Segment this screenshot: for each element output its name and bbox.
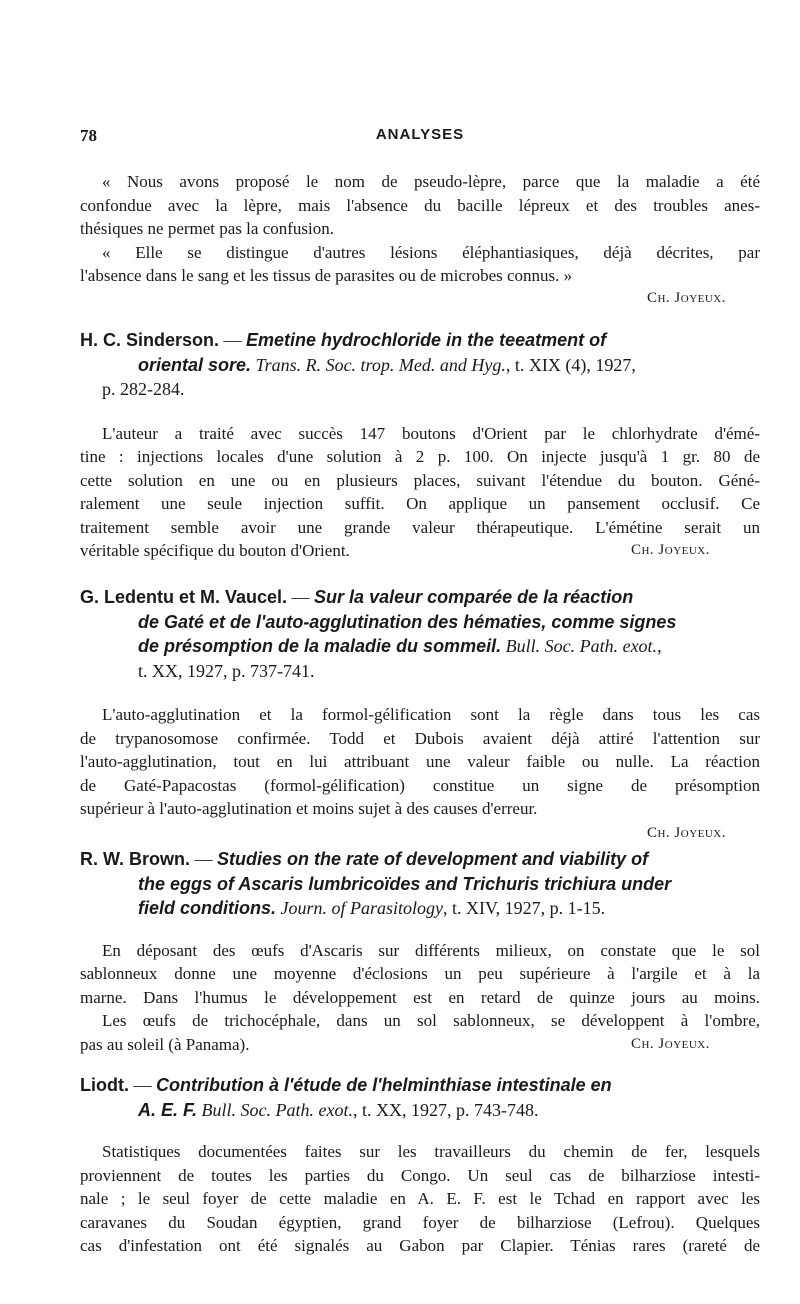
text-line: thésiques ne permet pas la confusion. (80, 219, 334, 238)
reference-title: field conditions. (138, 898, 276, 918)
reference-citation: , t. XX, 1927, p. 743-748. (352, 1099, 539, 1120)
abstract-body (80, 939, 760, 1057)
reference-author: R. W. Brown. (80, 849, 190, 869)
text-line: ralement une seule injection suffit. On applique un pansement occlusif. Ce (80, 494, 760, 513)
page-header (80, 126, 760, 152)
signature: Ch. Joyeux. (630, 1035, 710, 1052)
signature: Ch. Joyeux. (630, 542, 710, 558)
reference-title: A. E. F. (138, 1099, 198, 1120)
reference-citation: p. 282-284. (102, 379, 185, 399)
text-line: pas au soleil (à Panama). Ch. Joyeux. (80, 1033, 760, 1057)
text-line: Statistiques documentées faites sur les travailleurs du chemin de fer, lesquels (102, 1142, 760, 1161)
reference: R. W. Brown. — Studies on the rate of development and viability of the eggs of Ascaris lumbricoïdes and Trichuris trichiura under field conditions. Journ. of Parasitology, t. XIV, 1927, p. 1-15. (80, 849, 672, 918)
text-line: marne. Dans l'humus le développement est en retard de quinze jours au moins. (80, 987, 760, 1007)
text-line: traitement semble avoir une grande valeur thérapeutique. L'émétine serait un (80, 517, 760, 537)
reference-title: Emetine hydrochloride in the teeatment of (246, 330, 607, 350)
reference-author: G. Ledentu et M. Vaucel. (80, 587, 288, 607)
reference-title: Contribution à l'étude de l'helminthiase intestinale en (155, 1075, 612, 1095)
text-line: L'auteur a traité avec succès 147 boutons d'Orient par le chlorhydrate d'émé- (102, 423, 760, 443)
reference-title: oriental sore. (138, 354, 252, 375)
text-line: cette solution en une ou en plusieurs places, suivant l'étendue du bouton. Géné- (80, 470, 760, 490)
reference-journal: Bull. Soc. Path. exot. (201, 1099, 353, 1120)
reference-journal: Journ. of Parasitology (280, 898, 443, 918)
reference-title: de présomption de la maladie du sommeil. (138, 636, 502, 656)
intro-section (80, 170, 760, 307)
text-line: l'auto-agglutination, tout en lui attribuant une valeur faible ou nulle. La réaction (80, 752, 760, 771)
intro-paragraph-1 (80, 170, 760, 241)
page-number: 78 (80, 126, 97, 145)
abstract-entry (80, 1073, 760, 1258)
text-line: sablonneux donne une moyenne d'éclosions un peu supérieure à l'argile et à la (80, 964, 760, 983)
intro-paragraph-2 (80, 241, 760, 288)
reference-title: the eggs of Ascaris lumbricoïdes and Trichuris trichiura under (138, 873, 672, 894)
signature: Ch. Joyeux. (646, 289, 726, 306)
reference-author: Liodt. (80, 1075, 129, 1095)
abstract-entry (80, 847, 760, 1056)
text-line: En déposant des œufs d'Ascaris sur différents milieux, on constate que le sol (102, 940, 760, 960)
text-line: tine : injections locales d'une solution à 2 p. 100. On injecte jusqu'à 1 gr. 80 de (80, 447, 760, 466)
text-line: nale ; le seul foyer de cette maladie en A. E. F. est le Tchad en rapport avec les (80, 1189, 760, 1208)
reference-journal: Bull. Soc. Path. exot. (505, 636, 658, 656)
signature: Ch. Joyeux. (646, 824, 726, 841)
reference-title: Sur la valeur comparée de la réaction (314, 587, 634, 607)
abstract-entry (80, 585, 760, 842)
reference-author: H. C. Sinderson. (80, 330, 220, 350)
reference-citation: t. XX, 1927, p. 737-741. (138, 660, 315, 681)
running-head: ANALYSES (375, 126, 465, 143)
text-line: « Elle se distingue d'autres lésions éléphantiasiques, déjà décrites, par (102, 242, 760, 262)
reference: Liodt. — Contribution à l'étude de l'helminthiase intestinale en A. E. F. Bull. Soc. Path. exot., t. XX, 1927, p. 743-748. (80, 1075, 612, 1120)
reference-citation: , t. XIV, 1927, p. 1-15. (443, 898, 606, 918)
reference: G. Ledentu et M. Vaucel. — Sur la valeur comparée de la réaction de Gaté et de l'auto-agglutination des hématies, comme signes de présomption de la maladie du sommeil. Bull. Soc. Path. exot., t. XX, 1927, p. 737-741. (80, 585, 760, 683)
text-line: cas d'infestation ont été signalés au Gabon par Clapier. Ténias rares (rareté de (80, 1236, 760, 1255)
reference-title: Studies on the rate of development and viability of (217, 849, 649, 869)
text-line: supérieur à l'auto-agglutination et moins sujet à des causes d'erreur. (80, 799, 538, 818)
text-line: confondue avec la lèpre, mais l'absence du bacille lépreux et des troubles anes- (80, 195, 760, 215)
text-line: proviennent de toutes les parties du Congo. Un seul cas de bilharziose intesti- (80, 1165, 760, 1185)
text-line: Les œufs de trichocéphale, dans un sol sablonneux, se développent à l'ombre, (102, 1011, 760, 1030)
reference: H. C. Sinderson. — Emetine hydrochloride in the teeatment of oriental sore. Trans. R. Soc. trop. Med. and Hyg., t. XIX (4), 1927, p. 282-284. (80, 328, 760, 402)
text-line: l'absence dans le sang et les tissus de parasites ou de microbes connus. » (80, 266, 573, 285)
abstract-entry (80, 328, 760, 563)
text-line: « Nous avons proposé le nom de pseudo-lèpre, parce que la maladie a été (102, 172, 760, 191)
text-line: L'auto-agglutination et la formol-gélification sont la règle dans tous les cas (102, 705, 760, 724)
reference-citation: , t. XIX (4), 1927, (505, 354, 636, 375)
abstract-body (80, 703, 760, 821)
abstract-body (80, 1140, 760, 1258)
abstract-body (80, 422, 760, 563)
text-line: de trypanosomose confirmée. Todd et Dubois avaient déjà attiré l'attention sur (80, 728, 760, 748)
reference-journal: Trans. R. Soc. trop. Med. and Hyg. (255, 354, 506, 375)
text-line: véritable spécifique du bouton d'Orient. Ch. Joyeux. (80, 539, 760, 563)
text-line: de Gaté-Papacostas (formol-gélification) constitue un signe de présomption (80, 775, 760, 795)
reference-title: de Gaté et de l'auto-agglutination des hématies, comme signes (138, 611, 677, 632)
text-line: caravanes du Soudan égyptien, grand foyer de bilharziose (Lefrou). Quelques (80, 1212, 760, 1232)
